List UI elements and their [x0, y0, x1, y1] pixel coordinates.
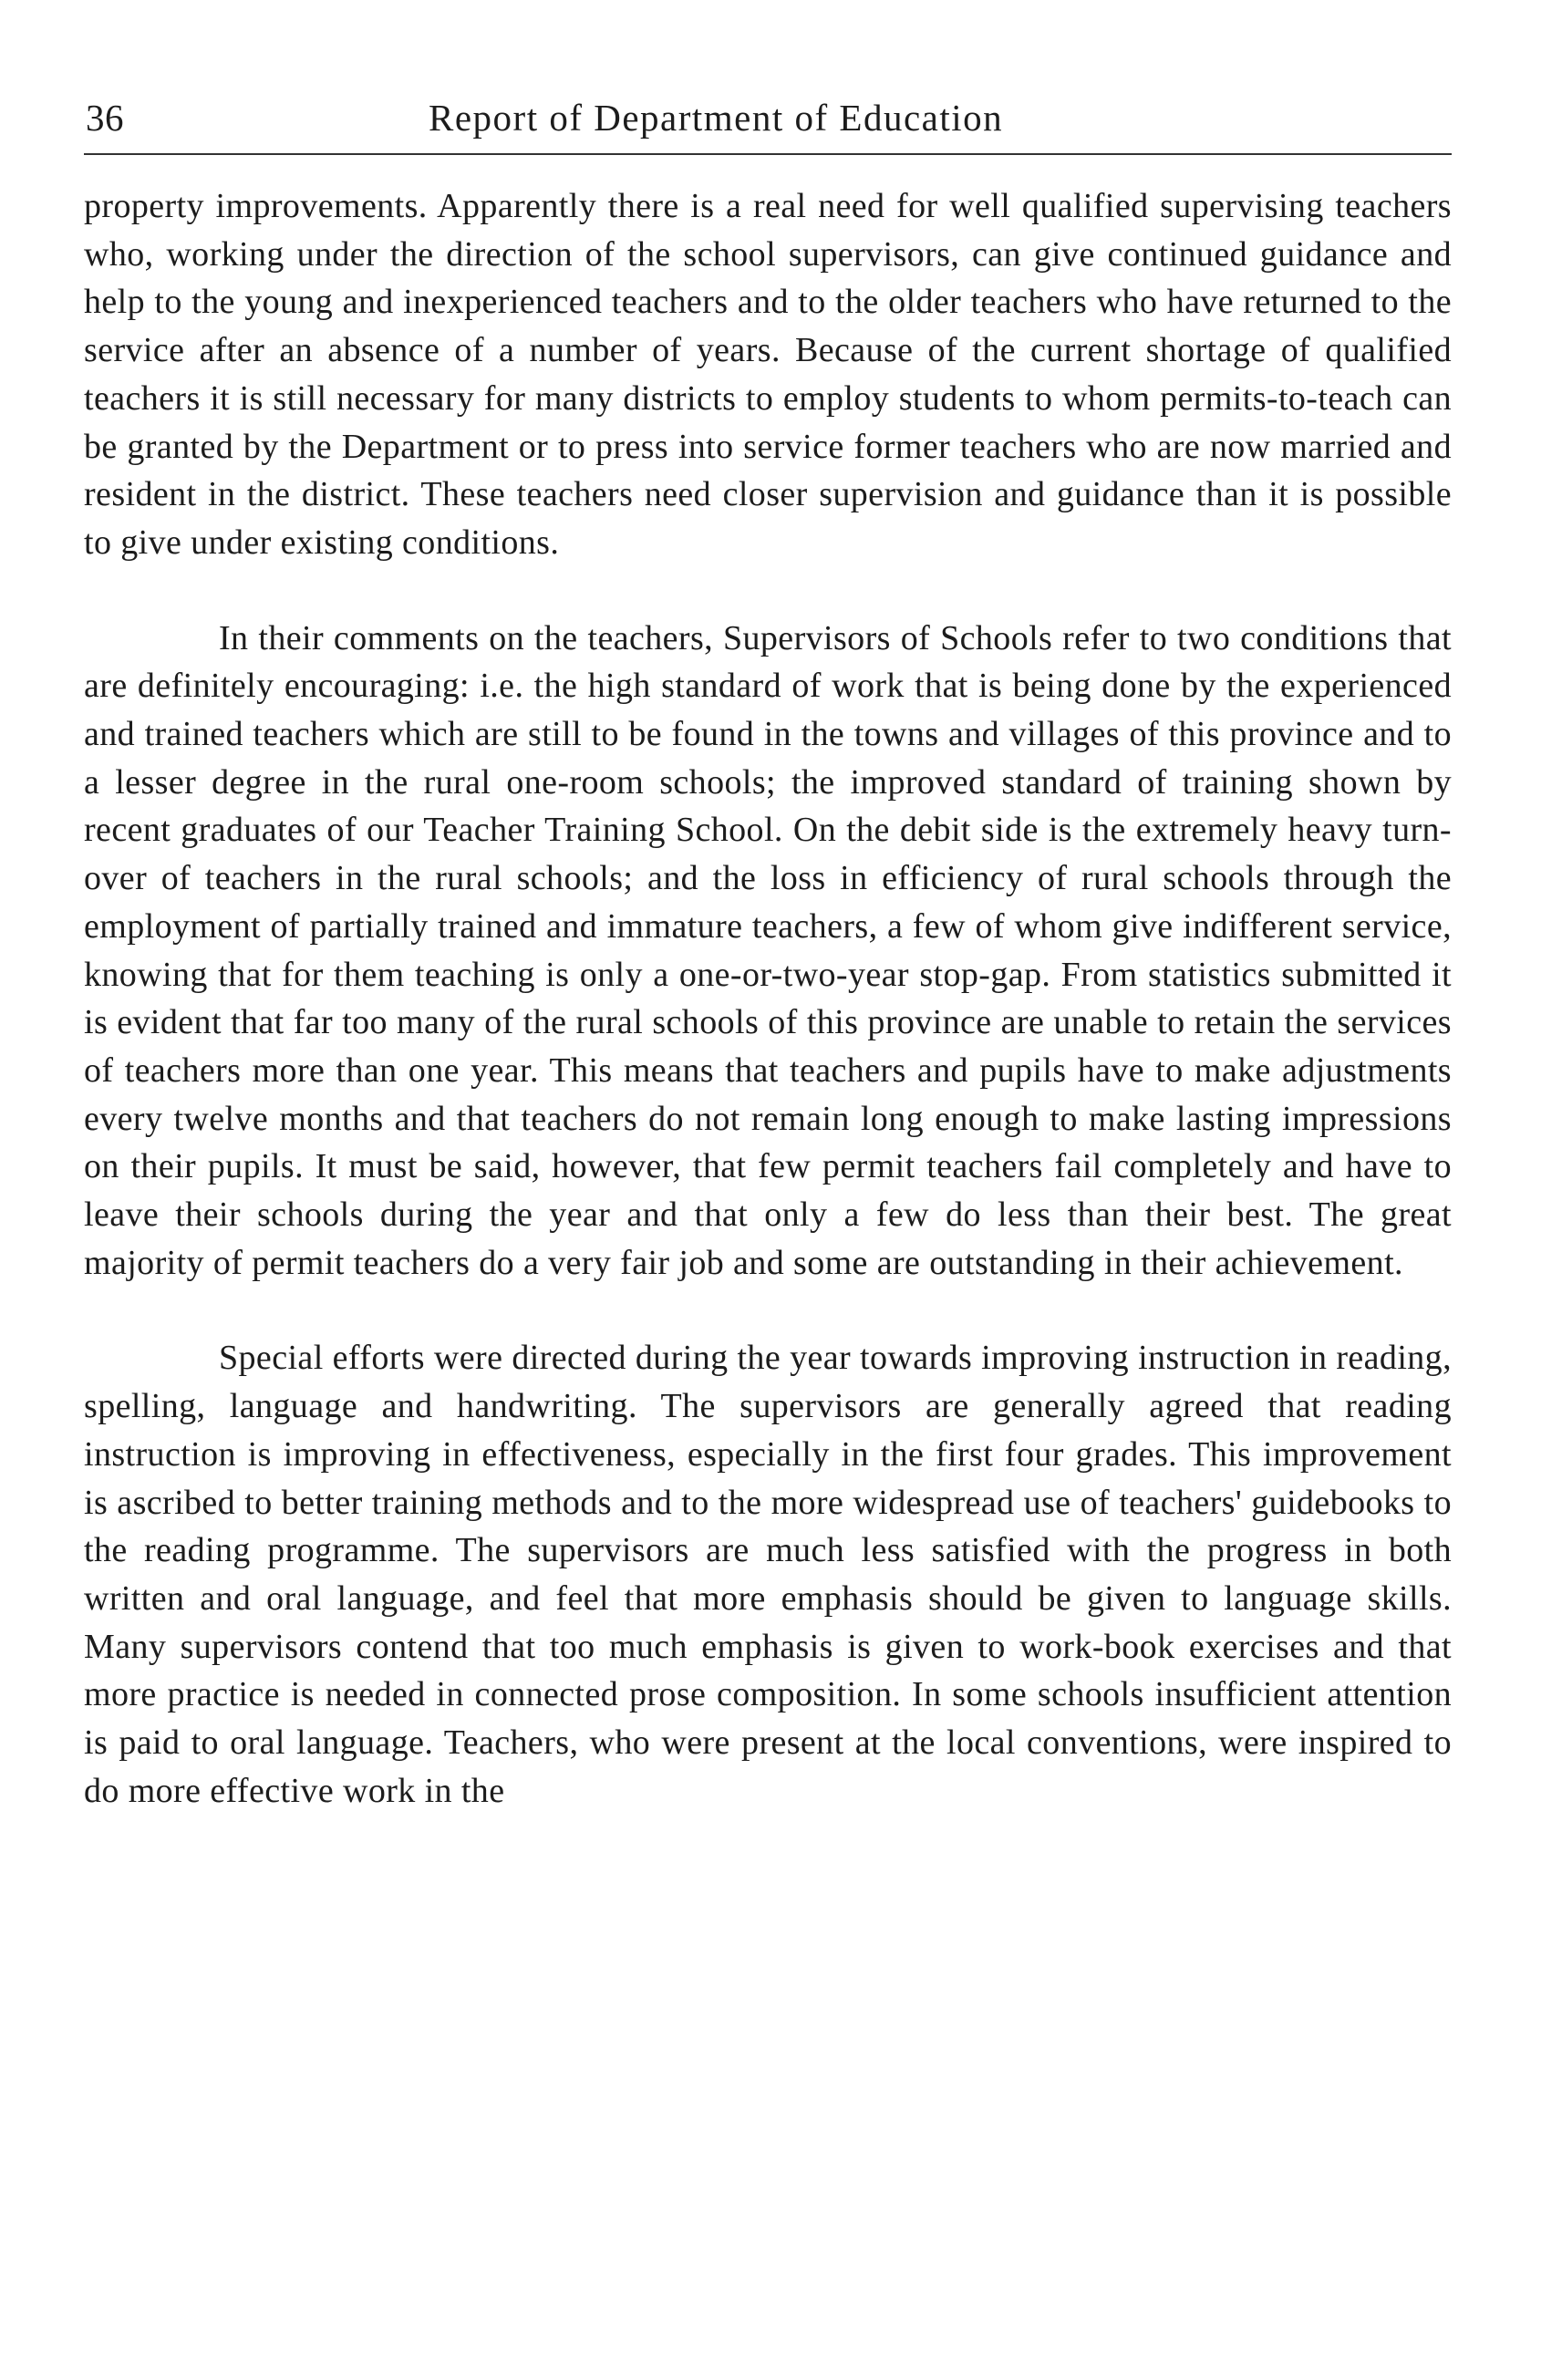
document-page [84, 0, 1452, 2380]
running-header [84, 96, 1452, 150]
paragraph-continued: property improvements. Apparently there is a real need for well qualified supervising teachers who, working under the direction of the school supervisors, can give continued guidance and help to the young and inexperienced teachers and to the older teachers who have returned to the service after an absence of a number of years. Because of the current shortage of qualified teachers it is still necessary for many districts to employ students to whom permits-to-teach can be granted by the Department or to press into service former teachers who are now married and resident in the district. These teachers need closer supervision and guidance than it is possible to give under existing conditions. [84, 187, 1452, 562]
page-number: 36 [86, 97, 124, 139]
paragraph-special-efforts: Special efforts were directed during the year towards improving instruction in reading, spelling, language and handwriting. The supervisors are generally agreed that reading instruction is improving in effectiveness, especially in the first four grades. This improvement is ascribed to better training methods and to the more widespread use of teachers' guidebooks to the reading programme. The supervisors are much less satisfied with the progress in both written and oral language, and feel that more emphasis should be given to language skills. Many supervisors contend that too much emphasis is given to work-book exercises and that more practice is needed in connected prose composition. In some schools insufficient attention is paid to oral language. Teachers, who were present at the local conventions, were inspired to do more effective work in the [84, 1339, 1452, 1810]
paragraph-teacher-comments: In their comments on the teachers, Supervisors of Schools refer to two conditions that are definitely encouraging: i.e. the high standard of work that is being done by the experienced and trained teachers which are still to be found in the towns and villages of this province and to a lesser degree in the rural one-room schools; the improved standard of training shown by recent graduates of our Teacher Training School. On the debit side is the extremely heavy turn-over of teachers in the rural schools; and the loss in efficiency of rural schools through the employment of partially trained and immature teachers, a few of whom give indifferent service, knowing that for them teaching is only a one-or-two-year stop-gap. From statistics submitted it is evident that far too many of the rural schools of this province are unable to retain the services of teachers more than one year. This means that teachers and pupils have to make adjustments every twelve months and that teachers do not remain long enough to make lasting impressions on their pupils. It must be said, however, that few permit teachers fail completely and have to leave their schools during the year and that only a few do less than their best. The great majority of permit teachers do a very fair job and some are outstanding in their achievement. [84, 618, 1452, 1282]
header-divider [84, 153, 1452, 155]
header-title: Report of Department of Education [429, 97, 1004, 139]
body-text [84, 182, 1452, 1816]
